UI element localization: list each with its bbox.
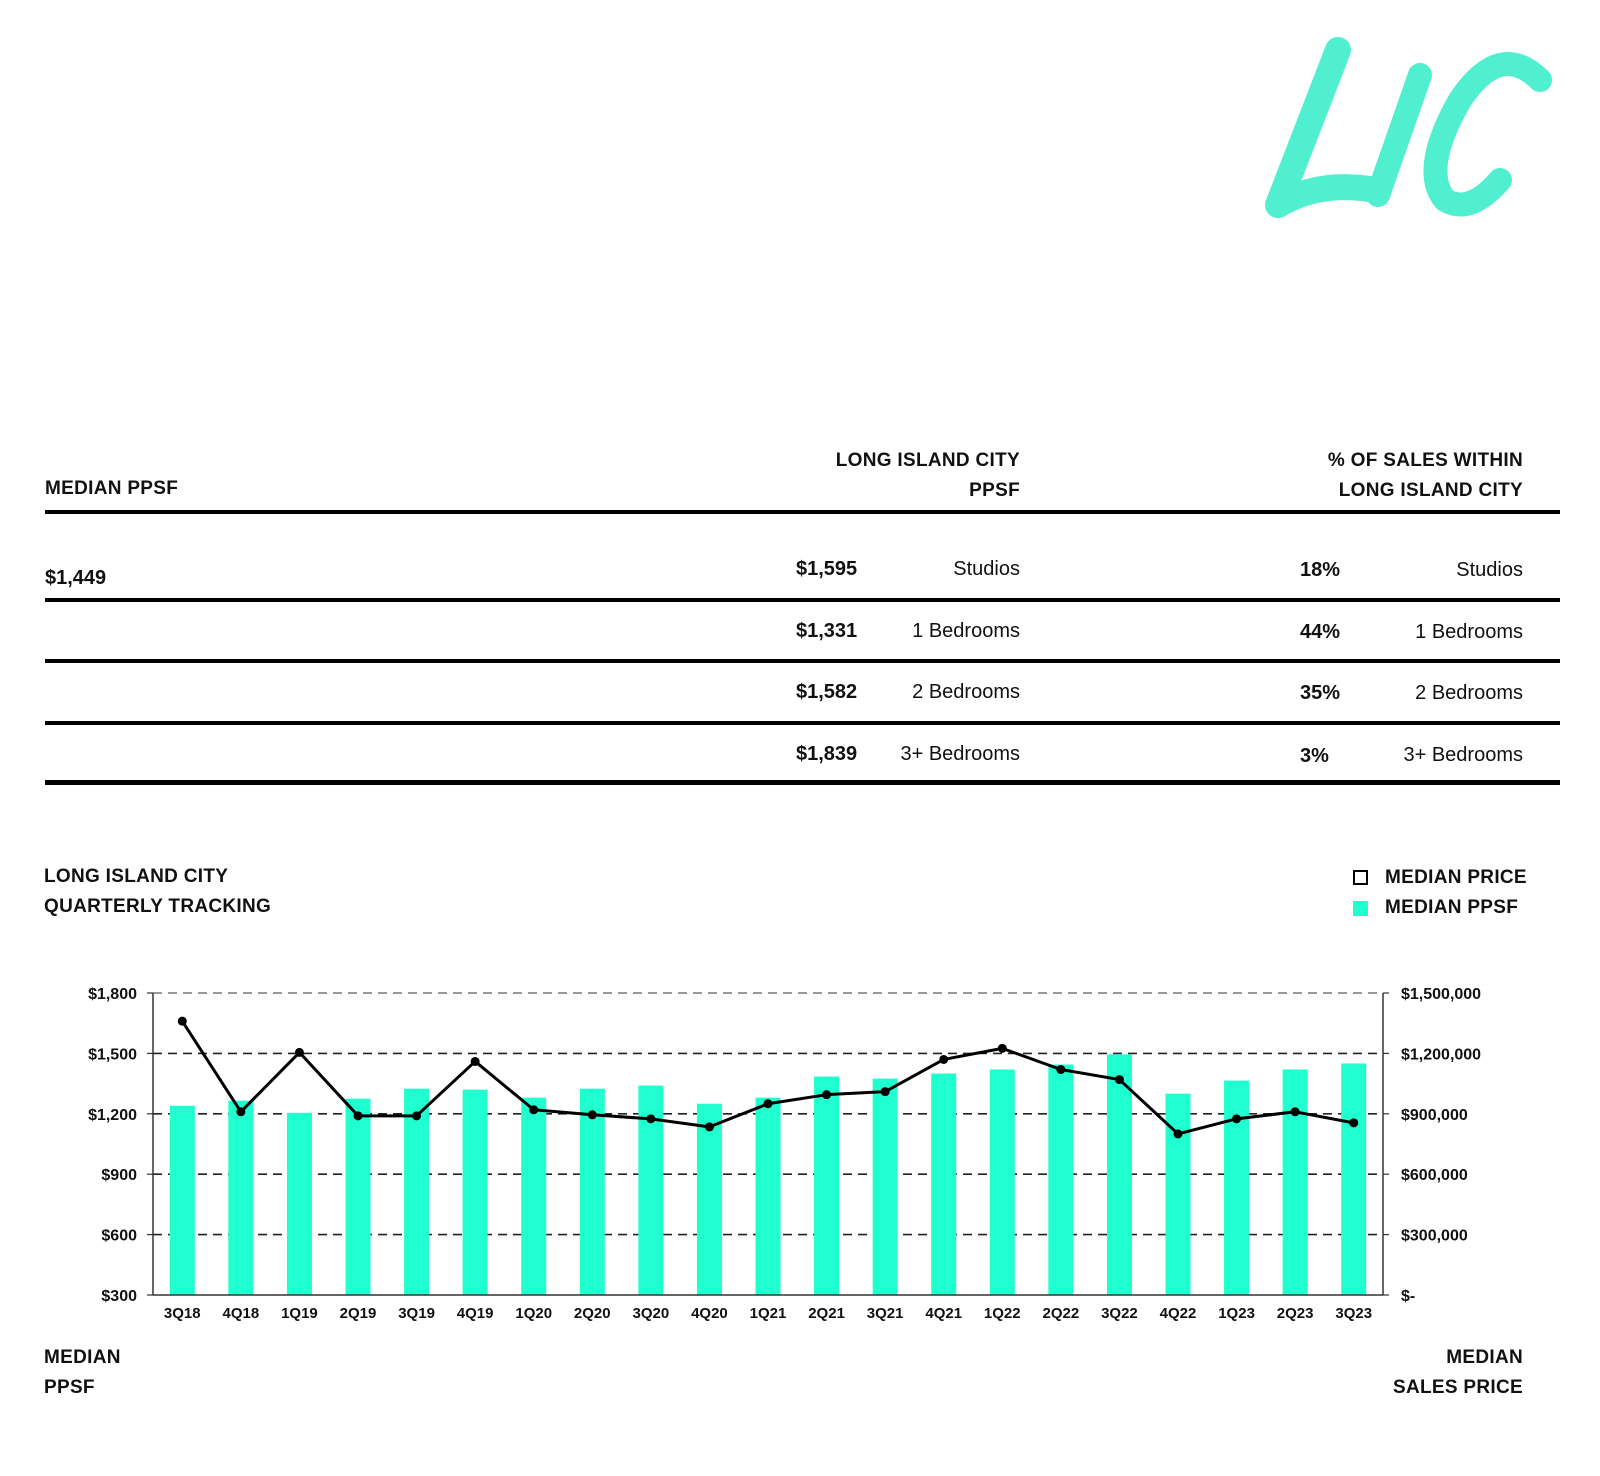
- right-tick-label: $1,500,000: [1401, 986, 1482, 1003]
- point-median-price: [1349, 1118, 1358, 1127]
- median-ppsf-header: MEDIAN PPSF: [45, 478, 179, 499]
- left-tick-label: $900: [101, 1167, 137, 1185]
- right-tick-label: $900,000: [1401, 1106, 1468, 1124]
- point-median-price: [705, 1122, 714, 1131]
- category-label: 1Q23: [1218, 1305, 1255, 1322]
- bar-median-ppsf: [873, 1079, 898, 1295]
- row-ppsf: $1,582: [796, 681, 858, 703]
- lic-ppsf-header-line2: PPSF: [969, 480, 1020, 501]
- header-rule: [45, 510, 1560, 514]
- row-ppsf: $1,595: [796, 558, 858, 580]
- row-type2: 1 Bedrooms: [1415, 621, 1523, 643]
- row-pct: 18%: [1300, 559, 1341, 581]
- point-median-price: [998, 1044, 1007, 1053]
- category-label: 1Q22: [983, 1305, 1021, 1322]
- bar-median-ppsf: [1283, 1070, 1308, 1295]
- category-label: 2Q22: [1042, 1305, 1080, 1322]
- row-ppsf: $1,331: [796, 620, 858, 642]
- bar-median-ppsf: [521, 1098, 546, 1295]
- bar-median-ppsf: [580, 1089, 605, 1295]
- bar-median-ppsf: [756, 1098, 781, 1295]
- table-bottom-rule: [45, 780, 1560, 785]
- point-median-price: [939, 1055, 948, 1064]
- point-median-price: [471, 1057, 480, 1066]
- row-pct: 35%: [1300, 682, 1341, 704]
- row-type: 2 Bedrooms: [912, 681, 1020, 703]
- row-rule: [45, 598, 1560, 602]
- quarterly-tracking-chart: [0, 980, 1600, 1340]
- median-ppsf-value: $1,449: [45, 567, 107, 589]
- left-axis-label-line1: MEDIAN: [44, 1347, 121, 1368]
- point-median-price: [178, 1017, 187, 1026]
- left-axis-label-line2: PPSF: [44, 1377, 95, 1398]
- category-label: 1Q19: [281, 1305, 318, 1322]
- row-type2: 3+ Bedrooms: [1403, 744, 1523, 766]
- legend-price-label: MEDIAN PRICE: [1385, 867, 1527, 888]
- point-median-price: [354, 1111, 363, 1120]
- row-ppsf: $1,839: [796, 743, 858, 765]
- row-type: Studios: [953, 558, 1020, 580]
- bar-median-ppsf: [170, 1106, 195, 1295]
- point-median-price: [1232, 1114, 1241, 1123]
- chart-title-line2: QUARTERLY TRACKING: [44, 896, 272, 917]
- bar-median-ppsf: [463, 1090, 488, 1295]
- right-tick-label: $300,000: [1401, 1227, 1468, 1245]
- category-label: 2Q20: [573, 1305, 611, 1322]
- row-pct: 44%: [1300, 621, 1341, 643]
- category-label: 1Q20: [515, 1305, 553, 1322]
- row-rule: [45, 721, 1560, 725]
- category-label: 2Q23: [1276, 1305, 1314, 1322]
- category-label: 3Q19: [398, 1305, 435, 1322]
- category-label: 4Q18: [222, 1305, 260, 1322]
- point-median-price: [1174, 1129, 1183, 1138]
- left-tick-label: $1,800: [88, 986, 137, 1003]
- category-label: 1Q21: [749, 1305, 787, 1322]
- point-median-price: [529, 1105, 538, 1114]
- point-median-price: [764, 1099, 773, 1108]
- point-median-price: [822, 1090, 831, 1099]
- bar-median-ppsf: [931, 1074, 956, 1295]
- bar-median-ppsf: [697, 1104, 722, 1295]
- point-median-price: [1291, 1107, 1300, 1116]
- point-median-price: [295, 1048, 304, 1057]
- category-label: 3Q18: [163, 1305, 201, 1322]
- category-label: 4Q19: [456, 1305, 494, 1322]
- category-label: 2Q19: [339, 1305, 377, 1322]
- legend-ppsf-swatch: [1353, 901, 1368, 916]
- left-tick-label: $1,200: [88, 1106, 137, 1124]
- point-median-price: [412, 1111, 421, 1120]
- category-label: 3Q21: [866, 1305, 904, 1322]
- row-type2: 2 Bedrooms: [1415, 682, 1523, 704]
- category-label: 4Q20: [691, 1305, 728, 1322]
- category-label: 3Q22: [1101, 1305, 1138, 1322]
- right-axis-label-line2: SALES PRICE: [1393, 1377, 1523, 1398]
- category-label: 4Q22: [1159, 1305, 1197, 1322]
- left-tick-label: $300: [101, 1288, 137, 1305]
- row-type2: Studios: [1456, 559, 1523, 581]
- legend-price-swatch: [1353, 870, 1368, 885]
- bar-median-ppsf: [1224, 1081, 1249, 1295]
- category-label: 3Q23: [1335, 1305, 1373, 1322]
- bar-median-ppsf: [990, 1070, 1015, 1295]
- point-median-price: [236, 1107, 245, 1116]
- right-tick-label: $600,000: [1401, 1167, 1468, 1185]
- bar-median-ppsf: [346, 1099, 371, 1295]
- category-label: 2Q21: [808, 1305, 845, 1322]
- right-axis-label-line1: MEDIAN: [1446, 1347, 1523, 1368]
- row-pct: 3%: [1300, 745, 1329, 767]
- row-type: 1 Bedrooms: [912, 620, 1020, 642]
- bar-median-ppsf: [287, 1113, 312, 1295]
- left-tick-label: $600: [101, 1227, 137, 1245]
- point-median-price: [588, 1110, 597, 1119]
- point-median-price: [1115, 1075, 1124, 1084]
- row-rule: [45, 659, 1560, 663]
- bar-median-ppsf: [1107, 1054, 1132, 1295]
- bar-median-ppsf: [1048, 1064, 1073, 1295]
- right-tick-label: $-: [1401, 1288, 1416, 1305]
- legend-ppsf-label: MEDIAN PPSF: [1385, 897, 1519, 918]
- row-type: 3+ Bedrooms: [900, 743, 1020, 765]
- chart-title-line1: LONG ISLAND CITY: [44, 866, 229, 887]
- point-median-price: [646, 1114, 655, 1123]
- pct-sales-header-line1: % OF SALES WITHIN: [1327, 450, 1523, 471]
- bar-median-ppsf: [1341, 1063, 1366, 1295]
- lic-ppsf-header-line1: LONG ISLAND CITY: [835, 450, 1020, 471]
- category-label: 3Q20: [632, 1305, 670, 1322]
- right-tick-label: $1,200,000: [1401, 1046, 1482, 1064]
- bar-median-ppsf: [228, 1101, 253, 1295]
- lic-logo: [1250, 30, 1580, 250]
- category-label: 4Q21: [925, 1305, 963, 1322]
- left-tick-label: $1,500: [88, 1046, 137, 1064]
- point-median-price: [1056, 1065, 1065, 1074]
- point-median-price: [881, 1087, 890, 1096]
- pct-sales-header-line2: LONG ISLAND CITY: [1338, 480, 1523, 501]
- bar-median-ppsf: [814, 1077, 839, 1295]
